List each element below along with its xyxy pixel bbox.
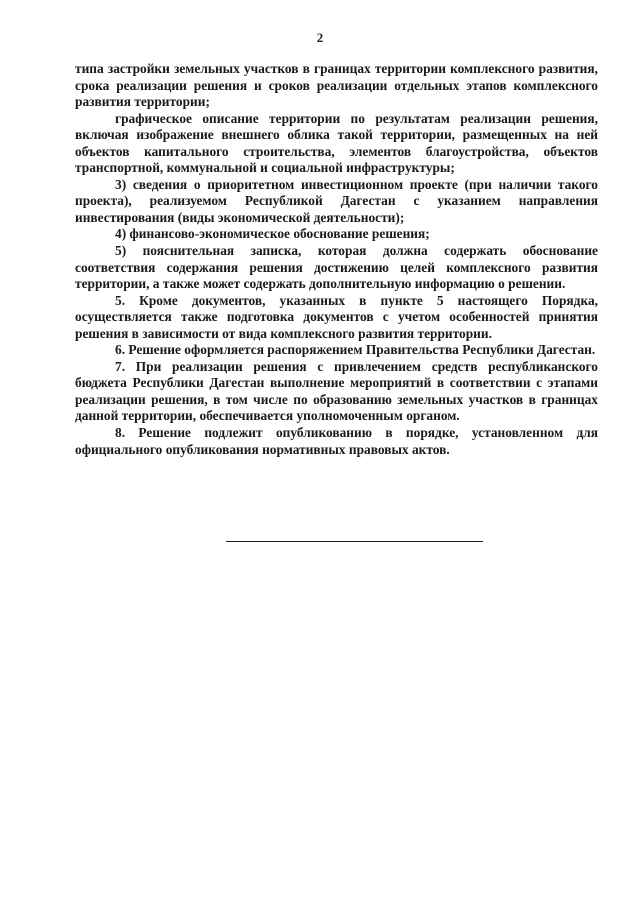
paragraph-continuation: типа застройки земельных участков в границах территории комплексного развития, срока реализации решения и сроков реализации отдельных этапов комплексного развития территории; xyxy=(75,61,598,110)
paragraph-item-5: 5) пояснительная записка, которая должна содержать обоснование соответствия содержания решения достижению целей комплексного развития территории, а также может содержать дополнительную информацию о решении. xyxy=(75,243,598,292)
paragraph-item-4: 4) финансово-экономическое обоснование решения; xyxy=(115,226,430,242)
document-body xyxy=(75,61,598,458)
paragraph-clause-6: 6. Решение оформляется распоряжением Правительства Республики Дагестан. xyxy=(115,342,596,358)
paragraph-clause-8: 8. Решение подлежит опубликованию в порядке, установленном для официального опубликования нормативных правовых актов. xyxy=(75,425,598,457)
page-number: 2 xyxy=(316,30,324,45)
paragraph-item-3: 3) сведения о приоритетном инвестиционном проекте (при наличии такого проекта), реализуемом Республикой Дагестан с указанием направления инвестирования (виды экономической деятельности); xyxy=(75,176,598,225)
paragraph-clause-5: 5. Кроме документов, указанных в пункте 5 настоящего Порядка, осуществляется также подготовка документов с учетом особенностей принятия решения в зависимости от вида комплексного развития территории. xyxy=(75,292,598,341)
closing-divider-line xyxy=(226,541,483,542)
paragraph-graphic-description: графическое описание территории по результатам реализации решения, включая изображение внешнего облика такой территории, размещенных на ней объектов капитального строительства, элементов благоустройства, объектов транспортной, коммунальной и социальной инфраструктуры; xyxy=(75,110,598,176)
paragraph-clause-7: 7. При реализации решения с привлечением средств республиканского бюджета Республики Дагестан выполнение мероприятий в соответствии с этапами реализации решения, в том числе по образованию земельных участков в границах данной территории, обеспечивается уполномоченным органом. xyxy=(75,358,598,424)
